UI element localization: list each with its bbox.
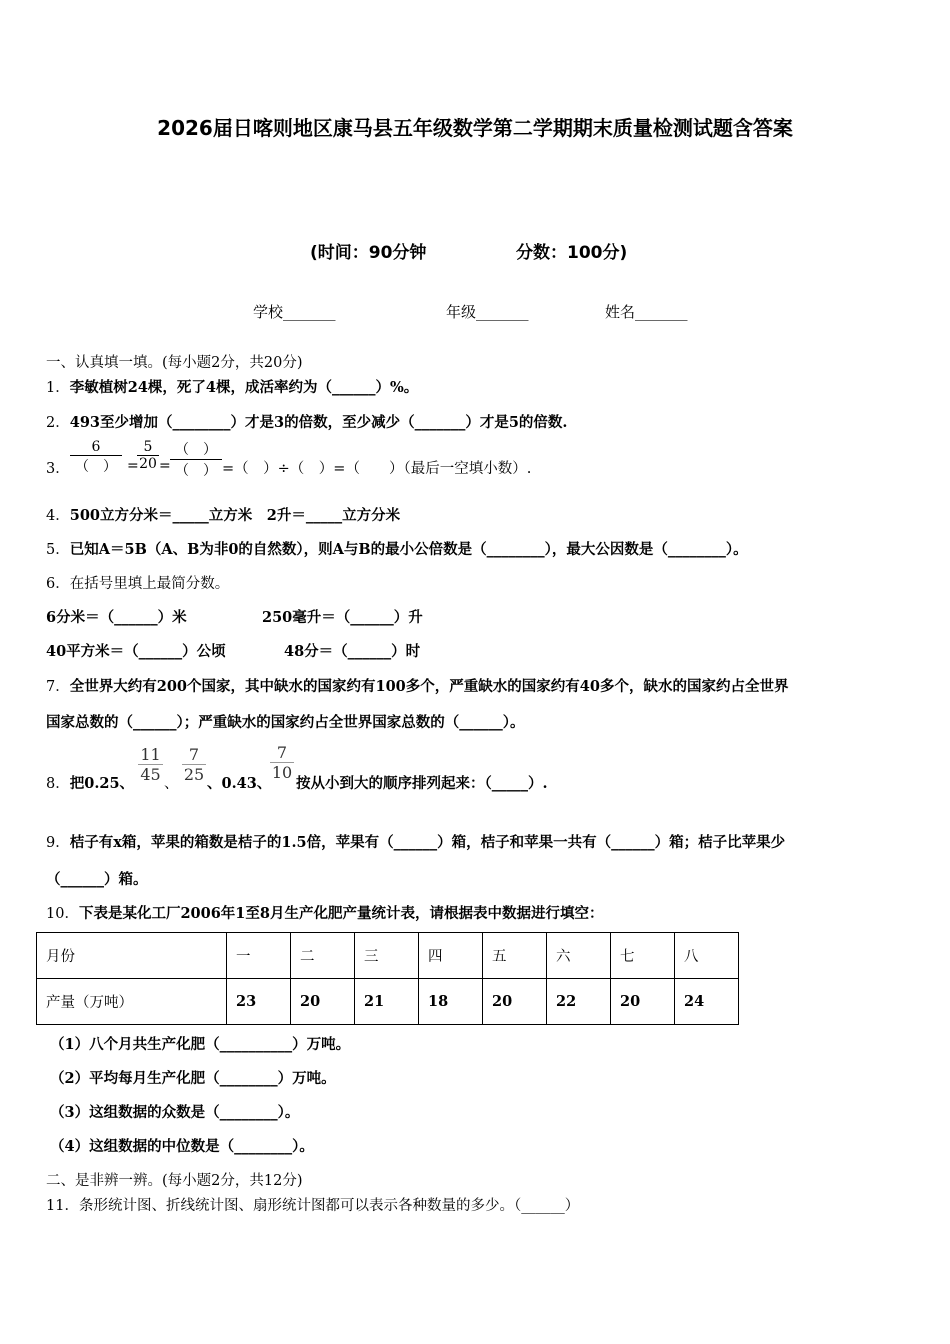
q6-item-c: 40平方米＝（______）公顷 (46, 643, 226, 660)
table-header-output: 产量（万吨） (37, 979, 227, 1025)
q6-text: 在括号里填上最简分数。 (69, 576, 230, 592)
q2-number: 2． (46, 415, 70, 431)
q10-sub-1: （1）八个月共生产化肥（__________）万吨。 (50, 1036, 351, 1053)
q2-text: 493至少增加（________）才是3的倍数，至少减少（_______）才是5的倍数. (69, 414, 568, 431)
q10-sub-2: （2）平均每月生产化肥（________）万吨。 (50, 1070, 336, 1087)
value-cell: 20 (611, 979, 675, 1025)
month-cell: 七 (611, 933, 675, 979)
q8-middle: 、0.43、 (207, 775, 272, 792)
table-row (37, 979, 739, 1025)
question-4 (46, 504, 400, 525)
q6-item-a: 6分米＝（______）米 (46, 609, 187, 626)
q4-number: 4． (46, 508, 70, 524)
q3-f1-denominator: （ ） (75, 459, 117, 475)
q11-text: 条形统计图、折线统计图、扇形统计图都可以表示各种数量的多少。（______） (78, 1198, 580, 1214)
question-2 (46, 411, 567, 432)
question-11 (46, 1194, 579, 1215)
q1-number: 1． (46, 380, 70, 396)
section2-heading: 二、是非辨一辨。(每小题2分，共12分) (46, 1173, 303, 1189)
q8-f2-denominator: 25 (183, 765, 205, 784)
table-row (37, 933, 739, 979)
q8-fraction-2 (182, 745, 206, 784)
month-cell: 八 (675, 933, 739, 979)
q10-sub-4: （4）这组数据的中位数是（________）。 (50, 1138, 314, 1155)
table-header-month: 月份 (37, 933, 227, 979)
q3-f3-denominator: （ ） (175, 463, 217, 479)
question-9 (46, 831, 785, 852)
month-cell: 三 (355, 933, 419, 979)
q11-number: 11． (46, 1198, 79, 1214)
page-title: 2026届日喀则地区康马县五年级数学第二学期期末质量检测试题含答案 (157, 116, 793, 140)
grade-field: 年级_______ (446, 303, 529, 321)
month-cell: 二 (291, 933, 355, 979)
q5-text: 已知A＝5B（A、B为非0的自然数），则A与B的最小公倍数是（________），最大公因数是（________）。 (69, 541, 748, 558)
q3-fraction-3 (170, 439, 222, 480)
q8-fraction-3 (270, 743, 294, 782)
value-cell: 20 (483, 979, 547, 1025)
q10-number: 10． (46, 906, 79, 922)
q3-f2-denominator: 20 (139, 456, 157, 472)
q10-text: 下表是某化工厂2006年1至8月生产化肥产量统计表，请根据表中数据进行填空： (78, 905, 604, 922)
q3-f1-numerator: 6 (91, 439, 101, 455)
section1-heading: 一、认真填一填。(每小题2分，共20分) (46, 355, 303, 371)
q8-post: 按从小到大的顺序排列起来：（_____）. (296, 775, 548, 792)
question-1 (46, 376, 418, 397)
q3-fraction-1 (70, 439, 122, 476)
question-5 (46, 538, 748, 559)
q3-rest: =（ ）÷（ ）=（ ）（最后一空填小数）. (222, 461, 532, 477)
q8-f3-numerator: 7 (276, 743, 288, 762)
question-7 (46, 675, 788, 696)
value-cell: 21 (355, 979, 419, 1025)
q5-number: 5． (46, 542, 70, 558)
q8-number: 8． (46, 776, 70, 792)
month-cell: 五 (483, 933, 547, 979)
value-cell: 20 (291, 979, 355, 1025)
q7-line-1: 全世界大约有200个国家，其中缺水的国家约有100多个，严重缺水的国家约有40多个，缺水的国家约占全世界 (69, 678, 789, 695)
q9-line-1: 桔子有x箱，苹果的箱数是桔子的1.5倍，苹果有（______）箱，桔子和苹果一共有（______）箱；桔子比苹果少 (69, 834, 786, 851)
q8-f1-numerator: 11 (140, 745, 161, 764)
name-field: 姓名_______ (605, 303, 688, 321)
q8-f1-denominator: 45 (140, 765, 161, 784)
q4-text: 500立方分米＝_____立方米 2升＝_____立方分米 (69, 507, 401, 524)
q6-item-d: 48分＝（______）时 (284, 643, 421, 660)
q8-pre: 把0.25、 (69, 775, 135, 792)
value-cell: 22 (547, 979, 611, 1025)
q10-sub-3: （3）这组数据的众数是（________）。 (50, 1104, 300, 1121)
question-6 (46, 572, 229, 593)
q7-line-2: 国家总数的（______）；严重缺水的国家约占全世界国家总数的（______）。 (46, 714, 525, 731)
q3-equals-1: = (127, 458, 139, 474)
q1-text: 李敏植树24棵，死了4棵，成活率约为（______）%。 (69, 379, 419, 396)
school-field: 学校_______ (253, 303, 336, 321)
q9-line-2: （______）箱。 (46, 871, 148, 888)
question-10 (46, 902, 604, 923)
q3-fraction-2 (137, 439, 159, 472)
month-cell: 一 (227, 933, 291, 979)
exam-time: (时间：90分钟 (310, 243, 427, 263)
exam-score: 分数：100分) (516, 243, 628, 263)
q8-f2-numerator: 7 (188, 745, 200, 764)
q8-fraction-1 (138, 745, 163, 784)
q3-equals-2: = (159, 458, 171, 474)
q9-number: 9． (46, 835, 70, 851)
month-cell: 四 (419, 933, 483, 979)
question-8 (46, 772, 134, 793)
month-cell: 六 (547, 933, 611, 979)
q3-f3-numerator: （ ） (175, 442, 217, 458)
q6-number: 6． (46, 576, 70, 592)
production-table (36, 932, 739, 1025)
q8-f3-denominator: 10 (271, 763, 293, 782)
q8-separator: 、 (164, 776, 179, 792)
value-cell: 24 (675, 979, 739, 1025)
q7-number: 7． (46, 679, 70, 695)
value-cell: 18 (419, 979, 483, 1025)
q3-f2-numerator: 5 (143, 439, 153, 455)
q3-number: 3． (46, 461, 70, 477)
q6-item-b: 250毫升＝（______）升 (262, 609, 423, 626)
value-cell: 23 (227, 979, 291, 1025)
